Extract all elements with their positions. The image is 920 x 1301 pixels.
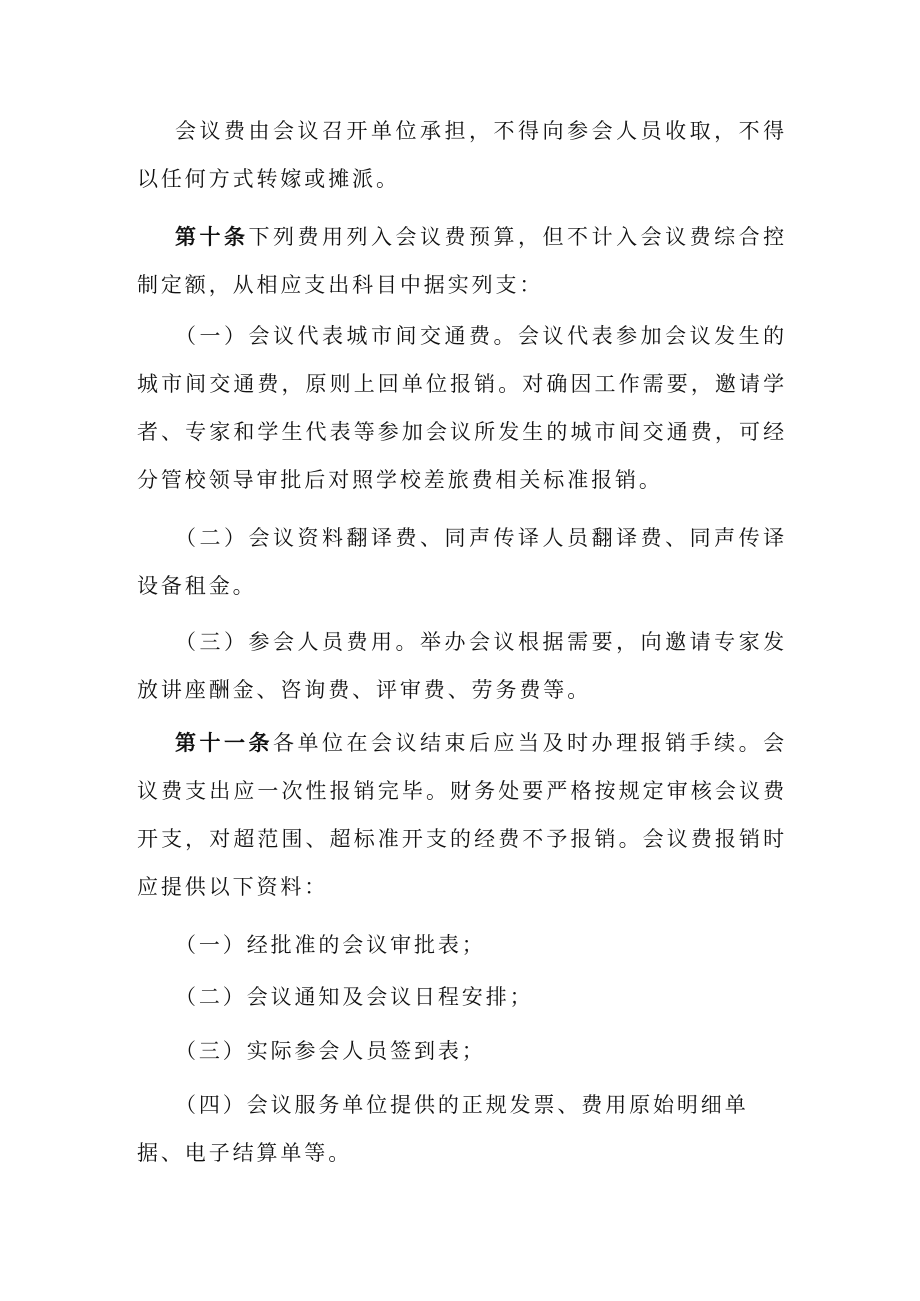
article-10-item-1 [137, 312, 787, 504]
article-11-item-3: （三）实际参会人员签到表； [175, 1039, 486, 1063]
paragraph-text: （一）会议代表城市间交通费。会议代表参加会议发生的城市间交通费，原则上回单位报销。对确因工作需要，邀请学者、专家和学生代表等参加会议所发生的城市间交通费，可经分管校领导审批后对照学校差旅费相关标准报销。 [137, 324, 787, 492]
paragraph-meeting-cost-bearer [137, 107, 787, 203]
article-11-item-2: （二）会议通知及会议日程安排； [175, 985, 534, 1009]
article-11-text: 各单位在会议结束后应当及时办理报销手续。会议费支出应一次性报销完毕。财务处要严格按规定审核会议费开支，对超范围、超标准开支的经费不予报销。会议费报销时应提供以下资料： [137, 731, 787, 899]
article-10-item-3 [137, 618, 787, 714]
article-11-heading: 第十一条 [175, 730, 274, 755]
article-11-item-4: （四）会议服务单位提供的正规发票、费用原始明细单据、电子结算单等。 [137, 1093, 749, 1165]
paragraph-text: （三）参会人员费用。举办会议根据需要，向邀请专家发放讲座酬金、咨询费、评审费、劳务费等。 [137, 630, 787, 702]
article-11 [137, 719, 787, 911]
article-10 [137, 213, 787, 309]
article-10-item-2 [137, 514, 787, 610]
article-10-heading: 第十条 [175, 224, 249, 249]
article-10-text: 下列费用列入会议费预算，但不计入会议费综合控制定额，从相应支出科目中据实列支： [137, 225, 787, 297]
article-11-item-1: （一）经批准的会议审批表； [175, 933, 486, 957]
paragraph-text: 会议费由会议召开单位承担，不得向参会人员收取，不得以任何方式转嫁或摊派。 [137, 119, 787, 191]
paragraph-text: （二）会议资料翻译费、同声传译人员翻译费、同声传译设备租金。 [137, 526, 787, 598]
